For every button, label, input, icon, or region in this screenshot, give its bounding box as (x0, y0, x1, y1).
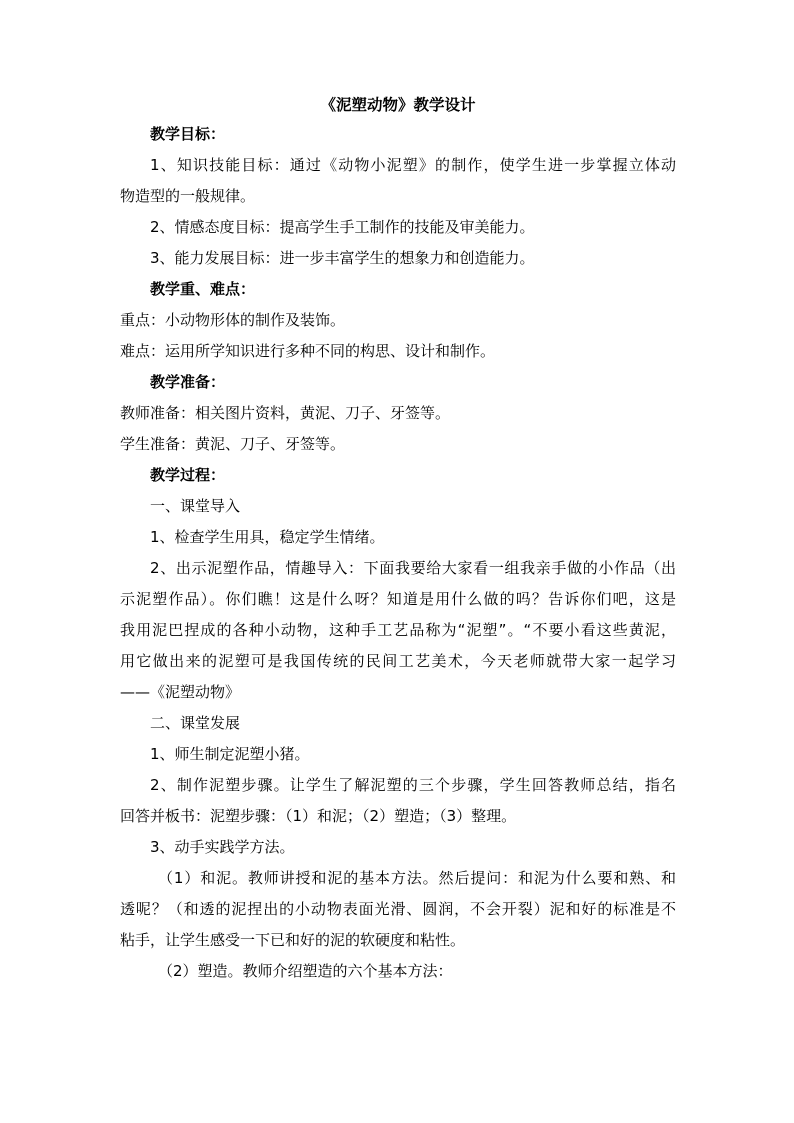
body-text-line: 物造型的一般规律。 (120, 187, 256, 205)
body-text-line: 回答并板书：泥塑步骤：（1）和泥；（2）塑造；（3）整理。 (120, 807, 517, 825)
body-text-line: 1、师生制定泥塑小猪。 (150, 745, 310, 763)
document-page (120, 96, 676, 993)
body-text-line: 透呢？（和透的泥捏出的小动物表面光滑、圆润，不会开裂）泥和好的标准是不 (120, 900, 676, 918)
body-text-line: 粘手，让学生感受一下已和好的泥的软硬度和粘性。 (120, 931, 466, 949)
body-text-line: （1）和泥。教师讲授和泥的基本方法。然后提问：和泥为什么要和熟、和 (158, 869, 676, 887)
section-heading: 教学重、难点： (150, 280, 256, 298)
section-heading: 教学目标： (150, 125, 226, 143)
body-text-line: 学生准备：黄泥、刀子、牙签等。 (120, 435, 346, 453)
section-heading: 教学过程： (150, 466, 226, 484)
body-text-line: 1、知识技能目标：通过《动物小泥塑》的制作，使学生进一步掌握立体动 (150, 156, 676, 174)
body-text-line: 示泥塑作品）。你们瞧！这是什么呀？知道是用什么做的吗？告诉你们吧，这是 (120, 590, 676, 608)
body-text-line: 2、情感态度目标：提高学生手工制作的技能及审美能力。 (150, 218, 535, 236)
body-text-line: 3、动手实践学方法。 (150, 838, 295, 856)
body-text-line: 二、课堂发展 (150, 714, 241, 732)
body-text-line: 2、制作泥塑步骤。让学生了解泥塑的三个步骤，学生回答教师总结，指名 (150, 776, 676, 794)
body-text-line: ——《泥塑动物》 (120, 683, 241, 701)
body-text-line: 难点：运用所学知识进行多种不同的构思、设计和制作。 (120, 342, 496, 360)
document-body (120, 125, 676, 981)
section-heading: 教学准备： (150, 373, 226, 391)
body-text-line: 重点：小动物形体的制作及装饰。 (120, 311, 346, 329)
body-text-line: 3、能力发展目标：进一步丰富学生的想象力和创造能力。 (150, 249, 535, 267)
body-text-line: 用它做出来的泥塑可是我国传统的民间工艺美术，今天老师就带大家一起学习 (120, 652, 676, 670)
body-text-line: 教师准备：相关图片资料，黄泥、刀子、牙签等。 (120, 404, 451, 422)
body-text-line: 一、课堂导入 (150, 497, 241, 515)
body-text-line: （2）塑造。教师介绍塑造的六个基本方法： (158, 962, 453, 980)
document-title: 《泥塑动物》教学设计 (320, 96, 476, 114)
body-text-line: 我用泥巴捏成的各种小动物，这种手工艺品称为“泥塑”。“不要小看这些黄泥， (120, 621, 676, 639)
body-text-line: 1、检查学生用具，稳定学生情绪。 (150, 528, 385, 546)
body-text-line: 2、出示泥塑作品，情趣导入：下面我要给大家看一组我亲手做的小作品（出 (150, 559, 676, 577)
